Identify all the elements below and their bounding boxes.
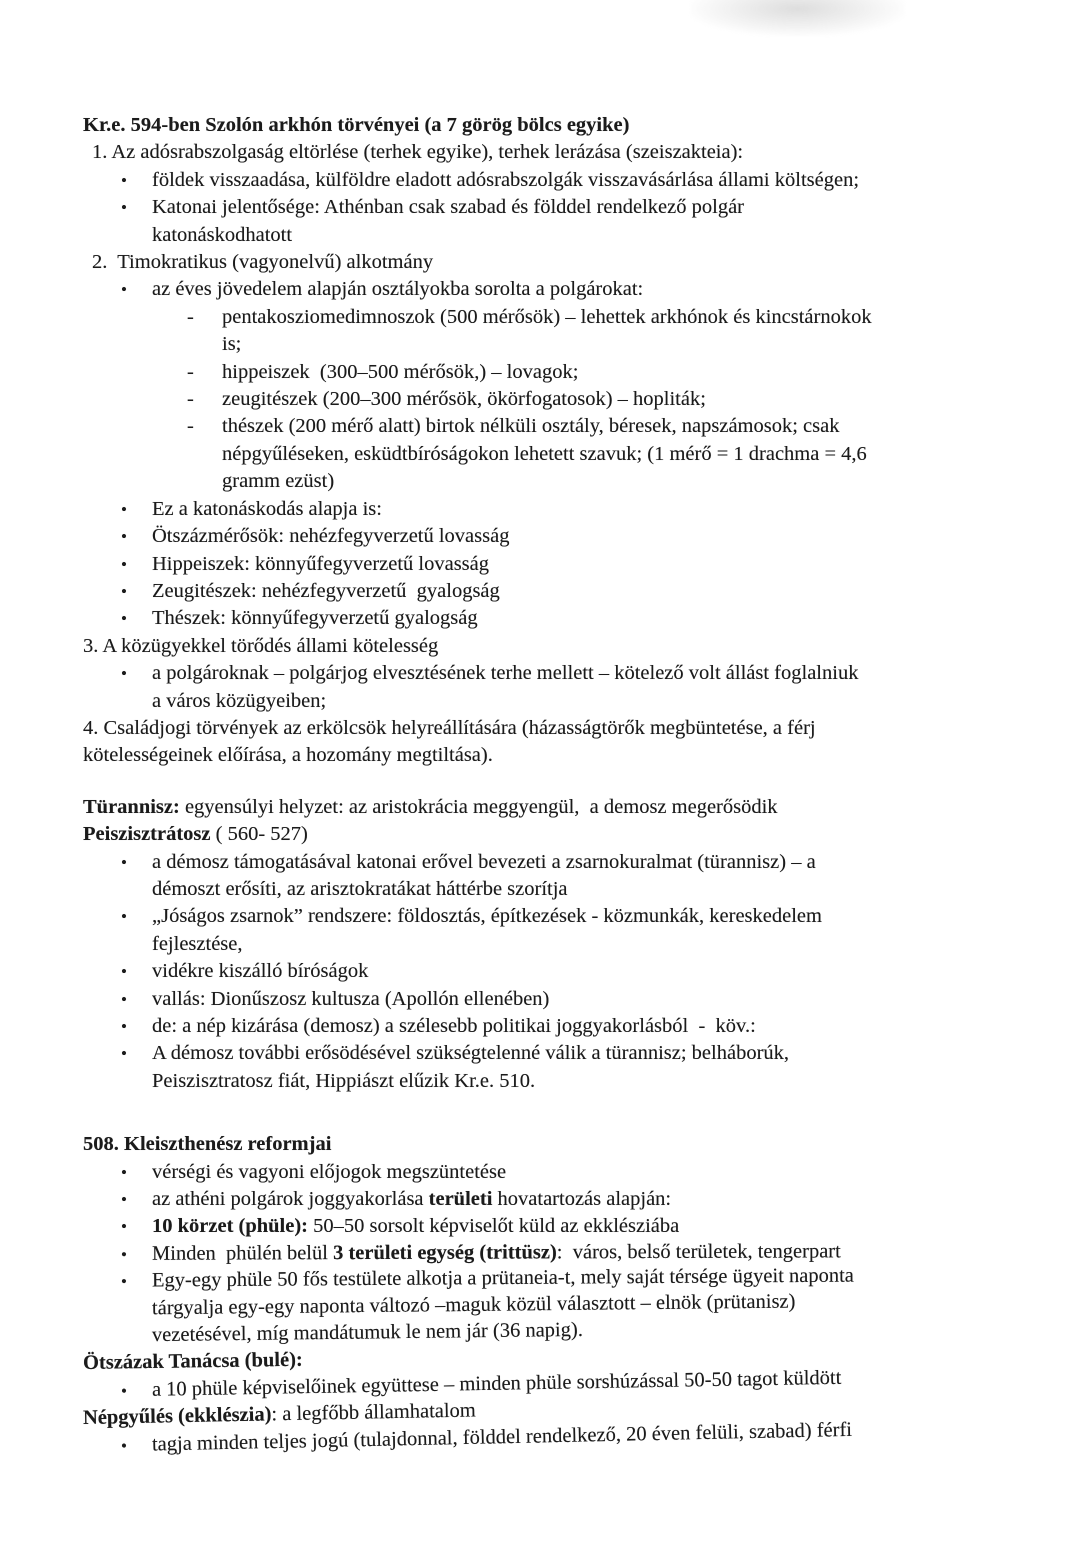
line-text	[83, 1131, 1040, 1158]
line-text	[152, 876, 1040, 903]
text-run: Hippeiszek: könnyűfegyverzetű lovasság	[152, 552, 490, 575]
doc-line	[83, 468, 1040, 495]
text-run: hovatartozás alapján:	[492, 1188, 672, 1211]
line-text	[222, 386, 1040, 413]
text-run: Zeugitészek: nehézfegyverzetű gyalogság	[152, 579, 500, 602]
text-run: 3. A közügyekkel törődés állami kötelesség	[83, 634, 439, 657]
text-run: tagja minden teljes jogú (tulajdonnal, földdel rendelkező, 20 éven felüli, szabad) férfi	[151, 1418, 853, 1456]
doc-line	[83, 441, 1040, 468]
doc-line	[83, 660, 1040, 687]
line-text	[83, 794, 1040, 821]
text-run: Minden phülén belül	[151, 1241, 334, 1265]
text-run: hippeiszek (300–500 mérősök,) – lovagok;	[222, 360, 579, 383]
text-run: ( 560- 527)	[210, 823, 308, 846]
doc-line	[83, 1131, 1040, 1158]
text-run: zeugitészek (200–300 mérősök, ökörfogatosok) – hopliták;	[222, 388, 706, 411]
bullet-marker: •	[121, 907, 127, 927]
line-text	[222, 331, 1040, 358]
doc-line	[83, 1040, 1040, 1067]
doc-line	[83, 167, 1040, 194]
line-text	[222, 468, 1040, 495]
doc-line	[83, 276, 1040, 303]
line-text	[152, 523, 1040, 550]
bullet-marker: •	[121, 499, 127, 519]
section-kleiszthenesz-reformjai	[83, 1131, 1040, 1460]
doc-line	[83, 386, 1040, 413]
text-run: népgyűléseken, esküdtbíróságokon lehetett szavuk; (1 mérő = 1 drachma = 4,6	[222, 442, 867, 465]
text-run: is;	[222, 333, 242, 356]
bullet-marker: •	[121, 664, 127, 684]
line-text	[83, 742, 1040, 769]
doc-line	[83, 1159, 1040, 1186]
line-text	[152, 688, 1040, 715]
doc-line	[83, 903, 1040, 930]
doc-line	[83, 1013, 1040, 1040]
line-text	[152, 1186, 1040, 1213]
bullet-marker: •	[121, 198, 127, 218]
section-turannisz-peiszisztratosz	[83, 794, 1040, 1095]
bullet-marker: •	[121, 554, 127, 574]
text-run: Népgyűlés (ekklészia)	[82, 1403, 272, 1430]
text-run: : város, belső területek, tengerpart	[556, 1240, 841, 1264]
text-run: fejlesztése,	[152, 932, 243, 955]
text-run: Ötszázak Tanácsa (bulé):	[82, 1349, 303, 1375]
bullet-marker: •	[120, 1381, 128, 1401]
text-run: Peiszisztrátosz	[83, 823, 211, 846]
doc-line	[83, 523, 1040, 550]
text-run: démoszt erősíti, az arisztokratákat háttérbe szorítja	[152, 877, 568, 900]
line-text	[92, 139, 1040, 166]
doc-line	[83, 821, 1040, 848]
doc-line	[83, 876, 1040, 903]
text-run: 2. Timokratikus (vagyonelvű) alkotmány	[92, 251, 434, 274]
text-run: gramm ezüst)	[222, 470, 335, 493]
text-run: Katonai jelentősége: Athénban csak szabad és földdel rendelkező polgár	[152, 196, 744, 219]
line-text	[152, 1068, 1040, 1095]
line-text	[152, 578, 1040, 605]
text-run: Egy-egy phüle 50 fős testülete alkotja a prütaneia-t, mely saját térsége ügyeit naponta	[151, 1264, 854, 1292]
doc-line	[83, 578, 1040, 605]
text-run: területi	[428, 1188, 493, 1211]
doc-line	[83, 194, 1040, 221]
text-run: 1. Az adósrabszolgaság eltörlése (terhek egyike), terhek lerázása (szeiszakteia):	[92, 141, 744, 164]
bullet-marker: •	[120, 1271, 128, 1291]
line-text	[152, 605, 1040, 632]
dash-marker: -	[187, 360, 194, 383]
text-run: földek visszaadása, külföldre eladott adósrabszolgák visszavásárlása állami költségen;	[152, 168, 860, 191]
doc-line	[83, 359, 1040, 386]
line-text	[222, 304, 1040, 331]
line-text	[152, 903, 1040, 930]
text-run: a polgároknak – polgárjog elvesztésének terhe mellett – kötelező volt állást foglalniuk	[152, 662, 859, 685]
doc-line	[83, 742, 1040, 769]
line-text	[152, 1013, 1040, 1040]
line-text	[152, 167, 1040, 194]
bullet-marker: •	[120, 1435, 128, 1455]
text-run: Peiszisztratosz fiát, Hippiászt elűzik Kr.e. 510.	[152, 1069, 536, 1092]
text-run: Kr.e. 594-ben Szolón arkhón törvényei (a 7 görög bölcs egyike)	[83, 114, 630, 136]
bullet-marker: •	[121, 1044, 127, 1064]
document-content	[83, 112, 1040, 1460]
line-text	[152, 849, 1040, 876]
doc-line	[83, 249, 1040, 276]
bullet-marker: •	[121, 1017, 127, 1036]
text-run: pentakosziomedimnoszok (500 mérősök) – lehettek arkhónok és kincstárnokok	[222, 305, 872, 328]
line-text	[152, 660, 1040, 687]
text-run: katonáskodhatott	[152, 223, 293, 246]
text-run: Ötszázmérősök: nehézfegyverzetű lovasság	[152, 525, 510, 548]
bullet-marker: •	[120, 1244, 127, 1264]
line-text	[92, 249, 1040, 276]
text-run: a démosz támogatásával katonai erővel bevezeti a zsarnokuralmat (türannisz) – a	[152, 850, 816, 873]
scan-artifact	[690, 0, 905, 36]
text-run: 50–50 sorsolt képviselőt küld az ekklésziába	[308, 1215, 680, 1238]
doc-line	[83, 331, 1040, 358]
line-text	[152, 986, 1040, 1013]
doc-line	[83, 715, 1040, 742]
line-text	[152, 1159, 1040, 1186]
line-text	[83, 715, 1040, 742]
text-run: : a legfőbb államhatalom	[271, 1399, 476, 1426]
doc-line	[83, 633, 1040, 660]
text-run: 508. Kleiszthenész reformjai	[83, 1133, 332, 1156]
text-run: A démosz további erősödésével szükségtelenné válik a türannisz; belháborúk,	[152, 1042, 790, 1065]
line-text	[83, 112, 1040, 139]
text-run: vezetésével, míg mandátumuk le nem jár (36 napig).	[151, 1318, 584, 1347]
doc-line	[83, 849, 1040, 876]
doc-line	[83, 551, 1040, 578]
line-text	[83, 821, 1040, 848]
text-run: a 10 phüle képviselőinek együttese – minden phüle sorshúzással 50-50 tagot küldött	[151, 1366, 842, 1401]
dash-marker: -	[187, 415, 194, 438]
text-run: 10 körzet (phüle):	[152, 1215, 309, 1238]
dash-marker: -	[187, 305, 194, 328]
bullet-marker: •	[121, 989, 127, 1009]
text-run: az éves jövedelem alapján osztályokba sorolta a polgárokat:	[152, 278, 644, 301]
text-run: Ez a katonáskodás alapja is:	[152, 497, 382, 520]
bullet-marker: •	[121, 581, 127, 601]
text-run: Türannisz:	[83, 795, 180, 818]
line-text	[152, 194, 1040, 221]
bullet-marker: •	[121, 1217, 127, 1237]
text-run: kötelességeinek előírása, a hozomány megtiltása).	[83, 744, 493, 767]
doc-line	[83, 139, 1040, 166]
line-text	[222, 359, 1040, 386]
text-run: vallás: Dionűszosz kultusza (Apollón ellenében)	[152, 987, 550, 1010]
doc-line	[83, 1068, 1040, 1095]
bullet-marker: •	[121, 280, 127, 300]
doc-line	[83, 931, 1040, 958]
doc-line	[83, 413, 1040, 440]
line-text	[152, 931, 1040, 958]
doc-line	[83, 304, 1040, 331]
doc-line	[83, 688, 1040, 715]
text-run: a város közügyeiben;	[152, 689, 327, 712]
bullet-marker: •	[121, 1190, 127, 1210]
doc-line	[83, 112, 1040, 139]
doc-line	[83, 1213, 1040, 1240]
section-szolon-torvenyei	[83, 112, 1040, 770]
line-text	[152, 958, 1040, 985]
text-run: 4. Családjogi törvények az erkölcsök helyreállítására (házasságtörők megbüntetése, a férj	[83, 716, 816, 739]
bullet-marker: •	[121, 1162, 127, 1182]
doc-line	[83, 605, 1040, 632]
text-run: vidékre kiszálló bíróságok	[152, 960, 369, 983]
text-run: Thészek: könnyűfegyverzetű gyalogság	[152, 607, 478, 630]
text-run: „Jóságos zsarnok” rendszere: földosztás, építkezések - közmunkák, kereskedelem	[152, 905, 822, 928]
line-text	[152, 222, 1040, 249]
doc-line	[83, 958, 1040, 985]
doc-line	[83, 222, 1040, 249]
bullet-marker: •	[121, 170, 127, 190]
text-run: tárgyalja egy-egy naponta változó –maguk közül választott – elnök (prütanisz)	[151, 1290, 796, 1319]
text-run: de: a nép kizárása (demosz) a szélesebb politikai joggyakorlásból - köv.:	[152, 1015, 756, 1037]
doc-line	[83, 986, 1040, 1013]
line-text	[222, 441, 1040, 468]
bullet-marker: •	[121, 527, 127, 547]
text-run: egyensúlyi helyzet: az aristokrácia meggyengül, a demosz megerősödik	[179, 795, 778, 818]
text-run: 3 területi egység (trittüsz)	[333, 1241, 557, 1264]
dash-marker: -	[187, 388, 194, 411]
line-text	[222, 413, 1040, 440]
line-text	[152, 1040, 1040, 1067]
bullet-marker: •	[121, 962, 127, 982]
line-text	[83, 633, 1040, 660]
bullet-marker: •	[121, 609, 127, 629]
text-run: az athéni polgárok joggyakorlása	[152, 1188, 429, 1211]
doc-line	[83, 1186, 1040, 1213]
line-text	[152, 1213, 1040, 1240]
text-run: thészek (200 mérő alatt) birtok nélküli osztály, béresek, napszámosok; csak	[222, 415, 840, 438]
text-run: vérségi és vagyoni előjogok megszüntetése	[152, 1160, 507, 1183]
line-text	[152, 276, 1040, 303]
bullet-marker: •	[121, 852, 127, 872]
doc-line	[83, 794, 1040, 821]
line-text	[152, 496, 1040, 523]
line-text	[152, 551, 1040, 578]
doc-line	[83, 496, 1040, 523]
